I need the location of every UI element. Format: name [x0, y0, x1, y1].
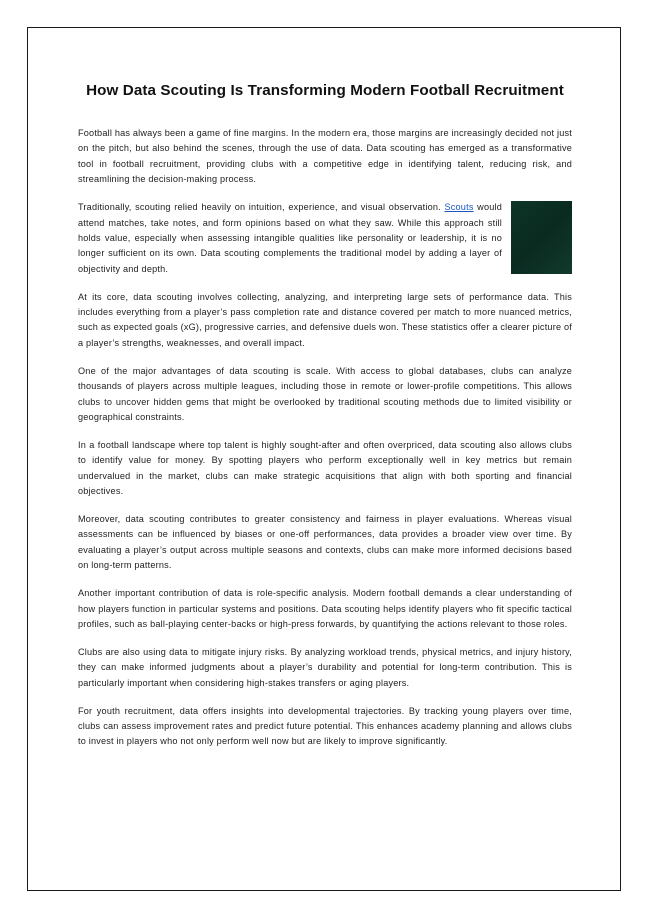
article-image: [511, 201, 572, 274]
paragraph-2-rest: would attend matches, take notes, and form opinions based on what they saw. While this approach still holds value, especially when assessing intangible qualities like personality or leadership, it is no longer sufficient on its own. Data scouting complements the traditional model by adding a layer of objectivity and depth.: [78, 202, 503, 274]
paragraph-9: For youth recruitment, data offers insights into developmental trajectories. By tracking young players over time, clubs can assess improvement rates and predict future potential. This enhances academy planning and allows clubs to invest in players who not only perform well now but are likely to improve significantly.: [78, 705, 572, 747]
document-title: How Data Scouting Is Transforming Modern Football Recruitment: [86, 82, 564, 99]
paragraph-1: Football has always been a game of fine margins. In the modern era, those margins are increasingly decided not just on the pitch, but also behind the scenes, through the use of data. Data scouting has emerged as a transformative tool in football recruitment, providing clubs with a competitive edge in identifying talent, reducing risk, and streamlining the decision-making process.: [78, 128, 572, 185]
paragraph-3: At its core, data scouting involves collecting, analyzing, and interpreting large sets of performance data. This includes everything from a player’s pass completion rate and distance covered per match to more nuanced metrics, such as expected goals (xG), progressive carries, and defensive duels won. These statistics offer a clearer picture of a player’s strengths, weaknesses, and overall impact.: [78, 291, 572, 348]
scouts-link[interactable]: Scouts: [444, 202, 474, 213]
paragraph-4: One of the major advantages of data scouting is scale. With access to global databases, clubs can analyze thousands of players across multiple leagues, including those in remote or lower-profile competitions. This allows clubs to uncover hidden gems that might be overlooked by traditional scouting methods due to limited visibility or geographical constraints.: [78, 365, 572, 422]
paragraph-6: Moreover, data scouting contributes to greater consistency and fairness in player evaluations. Whereas visual assessments can be influenced by biases or one-off performances, data provides a broader view over time. By evaluating a player’s output across multiple seasons and contexts, clubs can make more informed decisions based on long-term patterns.: [78, 514, 572, 571]
paragraph-2: [78, 200, 572, 277]
paragraph-7: Another important contribution of data is role-specific analysis. Modern football demands a clear understanding of how players function in particular systems and positions. Data scouting helps identify players who fit specific tactical profiles, such as ball-playing center-backs or high-press forwards, by quantifying the actions relevant to those roles.: [78, 588, 572, 629]
paragraph-5: In a football landscape where top talent is highly sought-after and often overpriced, data scouting also allows clubs to identify value for money. By spotting players who perform exceptionally well in key metrics but remain undervalued in the market, clubs can make strategic acquisitions that align with both sporting and financial objectives.: [78, 439, 572, 497]
document-body: [78, 80, 572, 762]
paragraph-2-intro: Traditionally, scouting relied heavily on intuition, experience, and visual observation.: [78, 202, 445, 213]
paragraph-8: Clubs are also using data to mitigate injury risks. By analyzing workload trends, physical metrics, and injury history, they can make informed judgments about a player’s durability and potential for long-term contribution. This is particularly important when considering high-stakes transfers or aging players.: [78, 646, 572, 688]
